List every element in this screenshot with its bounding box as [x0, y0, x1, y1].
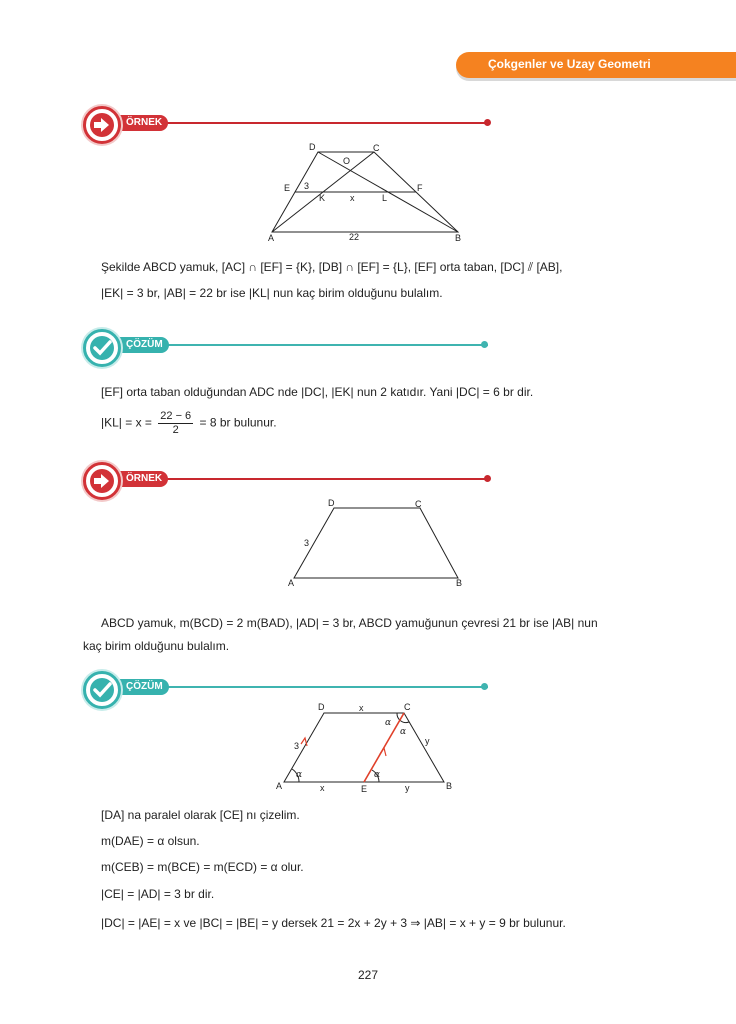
solution2-line4: |CE| = |AD| = 3 br dir.	[101, 887, 215, 901]
solution-label: ÇÖZÜM	[104, 679, 169, 695]
segment-label: 3	[304, 181, 310, 191]
fraction-denominator: 2	[172, 424, 179, 436]
arrow-right-icon	[86, 109, 118, 141]
fraction-numerator: 22 − 6	[160, 410, 192, 422]
page-number: 227	[357, 968, 379, 982]
point-label: B	[456, 578, 463, 588]
trapezoid-figure-1	[262, 140, 472, 244]
trapezoid-abcd	[294, 508, 458, 578]
segment-label: 3	[304, 538, 310, 548]
point-label: D	[309, 142, 316, 152]
point-label: E	[361, 784, 368, 794]
point-label: E	[284, 183, 291, 193]
divider-end-dot	[484, 475, 491, 482]
example-divider-line	[150, 478, 488, 480]
point-label: D	[318, 702, 325, 712]
divider-end-dot	[484, 119, 491, 126]
angle-label: α	[374, 770, 381, 780]
angle-label: α	[296, 770, 303, 780]
example1-problem-line2: |EK| = 3 br, |AB| = 22 br ise |KL| nun kaç birim olduğunu bulalım.	[101, 286, 443, 300]
point-label: A	[268, 233, 275, 243]
divider-end-dot	[481, 683, 488, 690]
checkmark-icon	[86, 332, 118, 364]
point-label: C	[373, 143, 380, 153]
example-label: ÖRNEK	[104, 115, 168, 131]
point-label: L	[382, 193, 388, 203]
segment-label: 3	[294, 741, 300, 751]
segment-label: x	[320, 783, 325, 793]
solution-divider-line	[150, 344, 488, 346]
segment-label: x	[359, 703, 364, 713]
point-label: B	[446, 781, 453, 791]
trapezoid-figure-2	[284, 496, 474, 590]
point-label: B	[455, 233, 462, 243]
point-label: C	[404, 702, 411, 712]
point-label: O	[343, 156, 351, 166]
kl-expression: |KL| = x =	[101, 415, 152, 430]
angle-label: α	[400, 727, 407, 737]
point-label: D	[328, 498, 335, 508]
checkmark-icon	[86, 674, 118, 706]
parallel-arrow-da	[301, 738, 307, 746]
solution-badge	[83, 671, 121, 709]
chapter-title: Çokgenler ve Uzay Geometri	[488, 57, 651, 71]
segment-label: x	[350, 193, 355, 203]
arrow-right-icon	[86, 465, 118, 497]
solution2-line2: m(DAE) = α olsun.	[101, 834, 200, 848]
example-divider-line	[150, 122, 488, 124]
solution-divider-line	[150, 686, 488, 688]
example2-problem-line2: kaç birim olduğunu bulalım.	[83, 639, 230, 653]
point-label: F	[417, 183, 423, 193]
solution1-line2	[101, 410, 277, 437]
divider-end-dot	[481, 341, 488, 348]
parallel-arrow-ce	[380, 748, 386, 756]
trapezoid-figure-3	[272, 700, 460, 798]
kl-result: = 8 br bulunur.	[199, 415, 277, 430]
segment-label: y	[405, 783, 410, 793]
example2-problem-line1: ABCD yamuk, m(BCD) = 2 m(BAD), |AD| = 3 br, ABCD yamuğunun çevresi 21 br ise |AB| nun	[101, 616, 598, 630]
example-badge	[83, 462, 121, 500]
solution2-line1: [DA] na paralel olarak [CE] nı çizelim.	[101, 808, 300, 822]
fraction	[158, 410, 193, 437]
trapezoid-abcd	[284, 713, 444, 782]
angle-label: α	[385, 718, 392, 728]
solution2-line5: |DC| = |AE| = x ve |BC| = |BE| = y dersek 21 = 2x + 2y + 3 ⇒ |AB| = x + y = 9 br bulunur.	[101, 916, 566, 930]
point-label: K	[319, 193, 326, 203]
example1-problem-line1: Şekilde ABCD yamuk, [AC] ∩ [EF] = {K}, [DB] ∩ [EF] = {L}, [EF] orta taban, [DC] ⫽ [AB],	[101, 260, 563, 274]
point-label: A	[288, 578, 295, 588]
solution2-line3: m(CEB) = m(BCE) = m(ECD) = α olur.	[101, 860, 304, 874]
solution1-line1: [EF] orta taban olduğundan ADC nde |DC|, |EK| nun 2 katıdır. Yani |DC| = 6 br dir.	[101, 385, 534, 399]
solution-badge	[83, 329, 121, 367]
solution-label: ÇÖZÜM	[104, 337, 169, 353]
example-badge	[83, 106, 121, 144]
segment-label: 22	[349, 232, 360, 242]
example-label: ÖRNEK	[104, 471, 168, 487]
point-label: C	[415, 499, 422, 509]
segment-label: y	[425, 736, 430, 746]
point-label: A	[276, 781, 283, 791]
